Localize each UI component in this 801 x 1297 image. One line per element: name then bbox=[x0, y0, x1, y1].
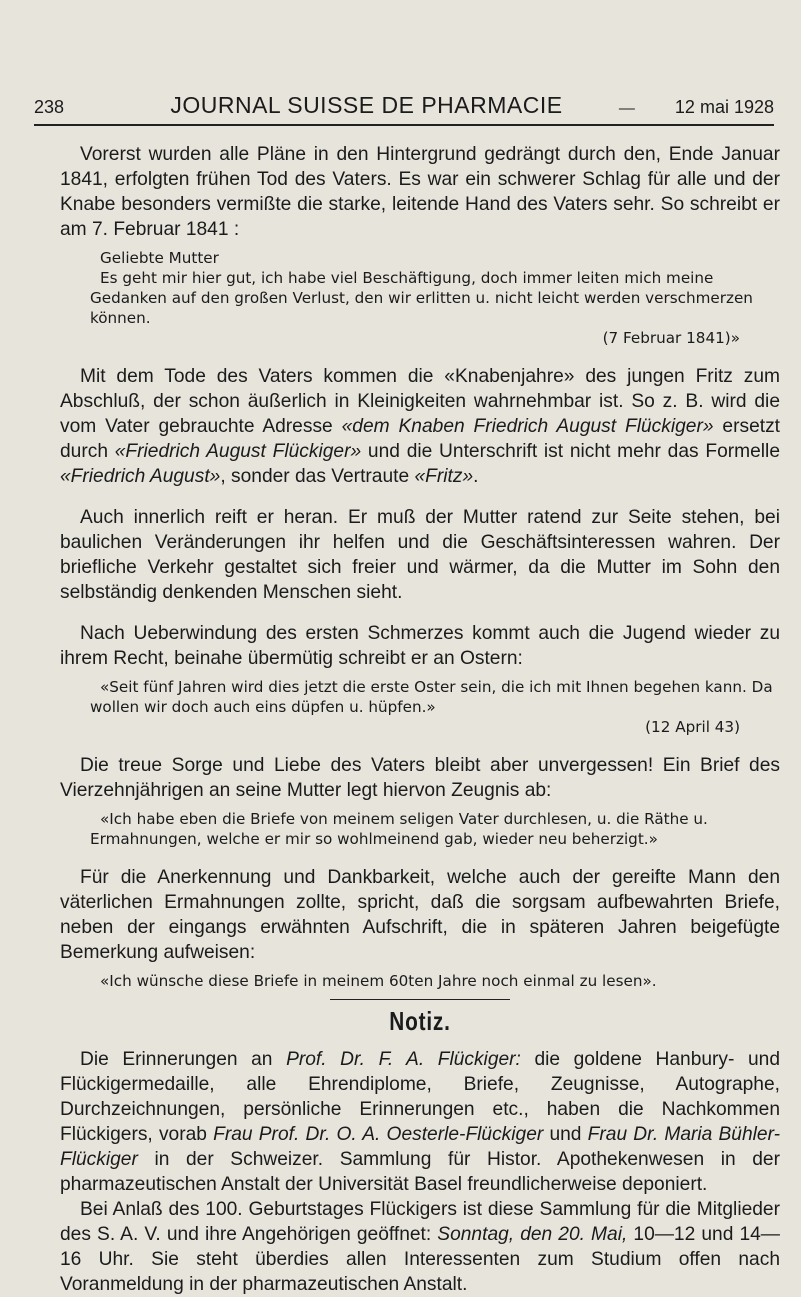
letter-text: «Ich habe eben die Briefe von meinem seligen Vater durchlesen, u. die Räthe u. Ermahnungen, welche er mir so wohlmeinend gab, wieder neu beherzigt.» bbox=[90, 810, 708, 848]
issue-date: 12 mai 1928 bbox=[674, 97, 774, 117]
letter-text: «Seit fünf Jahren wird dies jetzt die erste Oster sein, die ich mit Ihnen begehen kann. Da wollen wir doch auch eins düpfen u. hüpfen.» bbox=[90, 678, 773, 716]
letter-text: Es geht mir hier gut, ich habe viel Beschäftigung, doch immer leiten mich meine Gedanken auf den großen Verlust, den wir erlitten u. nicht leicht werden verschmerzen können. bbox=[90, 269, 753, 327]
page-header bbox=[34, 92, 774, 126]
letter-quote-2 bbox=[60, 677, 780, 737]
journal-page bbox=[30, 92, 786, 1297]
paragraph-8: Bei Anlaß des 100. Geburtstages Flückigers ist diese Sammlung für die Mitglieder des S. A. V. und ihre Angehörigen geöffnet: Sonntag, den 20. Mai, 10—12 und 14—16 Uhr. Sie steht überdies allen Interessenten zum Studium offen nach Voranmeldung in der pharmazeutischen Anstalt. bbox=[60, 1199, 780, 1295]
paragraph-3: Auch innerlich reift er heran. Er muß der Mutter ratend zur Seite stehen, bei baulichen Veränderungen ihr helfen und die Geschäftsinteressen wahren. Der briefliche Verkehr gestaltet sich freier und wärmer, da die Mutter im Sohn den selbständig denkenden Menschen sieht. bbox=[60, 507, 780, 603]
letter-quote-1 bbox=[60, 248, 780, 348]
paragraph-2: Mit dem Tode des Vaters kommen die «Knabenjahre» des jungen Fritz zum Abschluß, der schon äußerlich in Kleinigkeiten wahrnehmbar ist. So z. B. wird die vom Vater gebrauchte Adresse «dem Knaben Friedrich August Flückiger» ersetzt durch «Friedrich August Flückiger» und die Unterschrift ist nicht mehr das Formelle «Friedrich August», sonder das Vertraute «Fritz». bbox=[60, 366, 780, 487]
letter-quote-4 bbox=[60, 971, 780, 991]
letter-quote-3 bbox=[60, 809, 780, 849]
letter-date: (12 April 43) bbox=[645, 718, 740, 736]
paragraph-4: Nach Ueberwindung des ersten Schmerzes kommt auch die Jugend wieder zu ihrem Recht, beinahe übermütig schreibt er an Ostern: bbox=[60, 623, 780, 669]
paragraph-6: Für die Anerkennung und Dankbarkeit, welche auch der gereifte Mann den väterlichen Ermahnungen zollte, spricht, daß die sorgsam aufbewahrten Briefe, neben der eingangs erwähnten Aufschrift, die in späteren Jahren beigefügte Bemerkung aufweisen: bbox=[60, 867, 780, 963]
article-body bbox=[30, 126, 780, 1297]
paragraph-1: Vorerst wurden alle Pläne in den Hintergrund gedrängt durch den, Ende Januar 1841, erfolgten frühen Tod des Vaters. Es war ein schwerer Schlag für alle und der Knabe besonders vermißte die starke, leitende Hand des Vaters sehr. So schreibt er am 7. Februar 1841 : bbox=[60, 144, 780, 240]
letter-salutation: Geliebte Mutter bbox=[100, 249, 219, 267]
letter-date: (7 Februar 1841)» bbox=[602, 329, 740, 347]
page-number: 238 bbox=[34, 97, 65, 117]
paragraph-5: Die treue Sorge und Liebe des Vaters bleibt aber unvergessen! Ein Brief des Vierzehnjährigen an seine Mutter legt hiervon Zeugnis ab: bbox=[60, 755, 780, 801]
notiz-heading: Notiz. bbox=[389, 1006, 451, 1036]
section-divider bbox=[330, 999, 510, 1000]
header-dash: — bbox=[618, 100, 635, 117]
journal-title: JOURNAL SUISSE DE PHARMACIE bbox=[170, 92, 563, 118]
letter-text: «Ich wünsche diese Briefe in meinem 60ten Jahre noch einmal zu lesen». bbox=[100, 972, 657, 990]
paragraph-7: Die Erinnerungen an Prof. Dr. F. A. Flückiger: die goldene Hanbury- und Flückigermedaille, alle Ehrendiplome, Briefe, Zeugnisse, Autographe, Durchzeichnungen, persönliche Erinnerungen etc., haben die Nachkommen Flückigers, vorab Frau Prof. Dr. O. A. Oesterle-Flückiger und Frau Dr. Maria Bühler-Flückiger in der Schweizer. Sammlung für Histor. Apothekenwesen in der pharmazeutischen Anstalt der Universität Basel freundlicherweise deponiert. bbox=[60, 1049, 780, 1195]
